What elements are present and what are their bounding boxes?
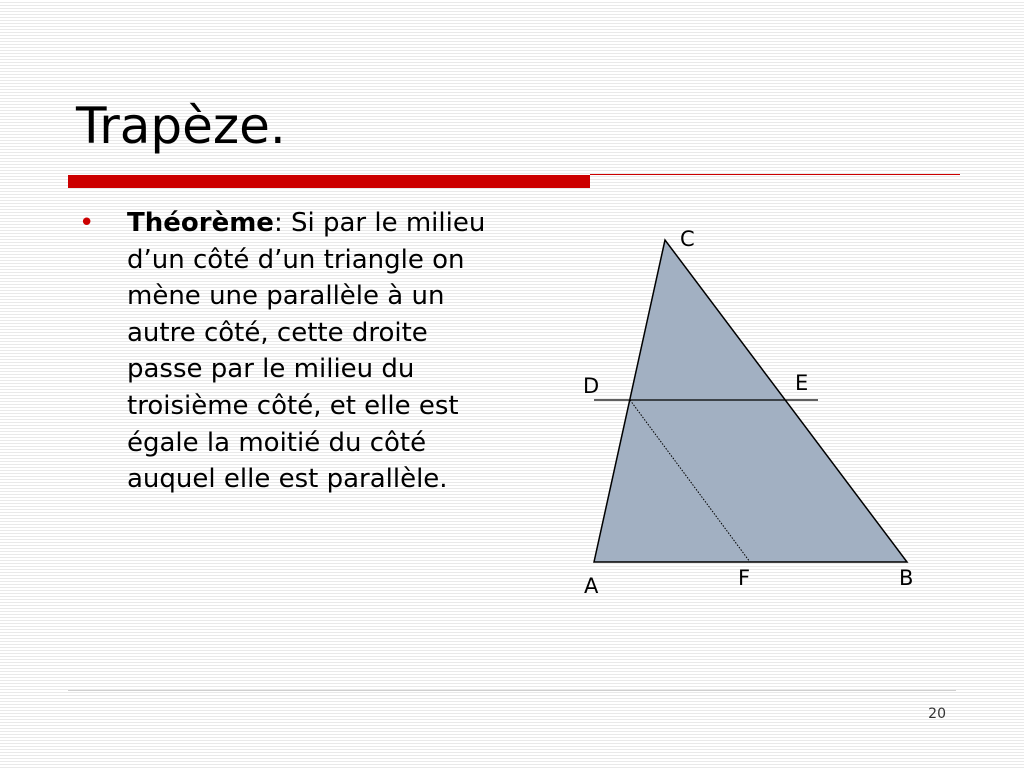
point-label-e: E <box>795 371 809 395</box>
page-number: 20 <box>928 706 946 722</box>
theorem-statement: : Si par le milieu d’un côté d’un triangle on mène une parallèle à un autre côté, cette droite passe par le milieu du troisième côté, et elle est égale la moitié du côté auquel elle est parallèle. <box>127 208 486 495</box>
vertex-label-c: C <box>680 227 695 251</box>
point-label-d: D <box>583 374 600 398</box>
triangle-abc <box>594 240 907 562</box>
vertex-label-b: B <box>899 566 914 590</box>
point-label-f: F <box>738 566 751 590</box>
footer-divider <box>68 690 956 691</box>
vertex-label-a: A <box>584 574 599 598</box>
theorem-label: Théorème <box>127 208 274 238</box>
bullet-marker: • <box>79 208 95 238</box>
slide-title: Trapèze. <box>76 97 286 155</box>
